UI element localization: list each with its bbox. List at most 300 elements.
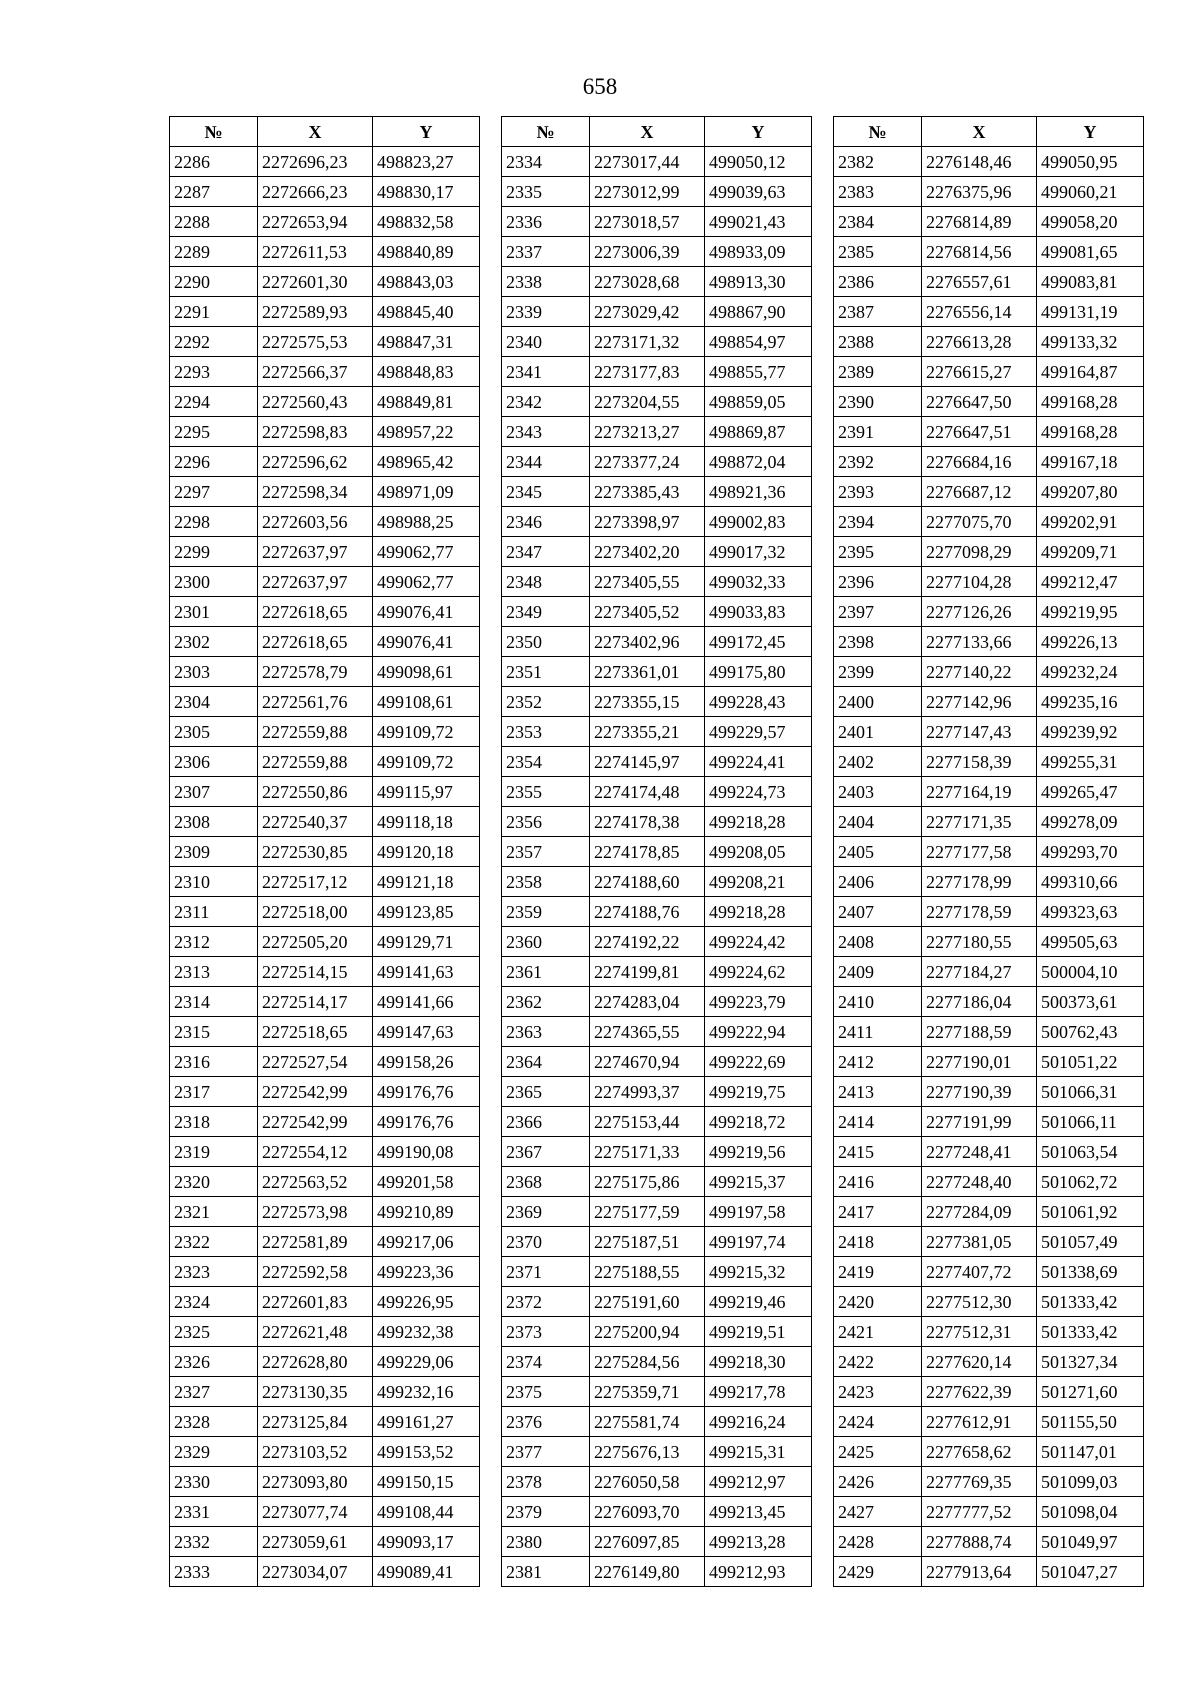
- table-row: [170, 957, 480, 987]
- y-coordinate-cell: 499081,65: [1037, 237, 1144, 267]
- table-row: [834, 1557, 1144, 1587]
- table-row: [170, 927, 480, 957]
- table-row: [834, 927, 1144, 957]
- x-coordinate-cell: 2272527,54: [258, 1047, 373, 1077]
- y-coordinate-cell: 500373,61: [1037, 987, 1144, 1017]
- x-coordinate-cell: 2276148,46: [922, 147, 1037, 177]
- table-row: [502, 1017, 812, 1047]
- point-number-cell: 2317: [170, 1077, 258, 1107]
- point-number-cell: 2422: [834, 1347, 922, 1377]
- table-row: [502, 777, 812, 807]
- point-number-cell: 2426: [834, 1467, 922, 1497]
- y-coordinate-cell: 499219,95: [1037, 597, 1144, 627]
- y-coordinate-cell: 501327,34: [1037, 1347, 1144, 1377]
- point-number-cell: 2383: [834, 177, 922, 207]
- point-number-cell: 2307: [170, 777, 258, 807]
- x-coordinate-cell: 2276684,16: [922, 447, 1037, 477]
- point-number-cell: 2337: [502, 237, 590, 267]
- table-row: [170, 267, 480, 297]
- x-coordinate-cell: 2272611,53: [258, 237, 373, 267]
- table-row: [502, 327, 812, 357]
- table-row: [170, 597, 480, 627]
- x-coordinate-cell: 2277126,26: [922, 597, 1037, 627]
- point-number-cell: 2373: [502, 1317, 590, 1347]
- y-coordinate-cell: 499058,20: [1037, 207, 1144, 237]
- y-coordinate-cell: 499213,28: [705, 1527, 812, 1557]
- y-coordinate-cell: 499265,47: [1037, 777, 1144, 807]
- point-number-cell: 2362: [502, 987, 590, 1017]
- table-row: [834, 327, 1144, 357]
- y-coordinate-cell: 499076,41: [373, 627, 480, 657]
- y-coordinate-cell: 499218,30: [705, 1347, 812, 1377]
- table-row: [834, 897, 1144, 927]
- y-coordinate-cell: 500004,10: [1037, 957, 1144, 987]
- x-coordinate-cell: 2275284,56: [590, 1347, 705, 1377]
- y-coordinate-cell: 499219,46: [705, 1287, 812, 1317]
- x-coordinate-cell: 2274188,60: [590, 867, 705, 897]
- x-coordinate-cell: 2272621,48: [258, 1317, 373, 1347]
- table-row: [834, 1317, 1144, 1347]
- table-row: [170, 417, 480, 447]
- y-coordinate-cell: 499158,26: [373, 1047, 480, 1077]
- y-coordinate-cell: 499209,71: [1037, 537, 1144, 567]
- table-row: [502, 717, 812, 747]
- table-row: [834, 657, 1144, 687]
- page-number: 658: [582, 74, 618, 99]
- y-coordinate-cell: 499219,51: [705, 1317, 812, 1347]
- x-coordinate-cell: 2277913,64: [922, 1557, 1037, 1587]
- x-coordinate-cell: 2273130,35: [258, 1377, 373, 1407]
- point-number-cell: 2403: [834, 777, 922, 807]
- y-coordinate-cell: 499224,73: [705, 777, 812, 807]
- table-row: [502, 387, 812, 417]
- point-number-cell: 2322: [170, 1227, 258, 1257]
- x-coordinate-cell: 2277381,05: [922, 1227, 1037, 1257]
- y-coordinate-cell: 499219,75: [705, 1077, 812, 1107]
- x-coordinate-cell: 2277658,62: [922, 1437, 1037, 1467]
- table-row: [170, 747, 480, 777]
- y-coordinate-cell: 499212,47: [1037, 567, 1144, 597]
- y-coordinate-cell: 499218,28: [705, 807, 812, 837]
- y-coordinate-cell: 498933,09: [705, 237, 812, 267]
- point-number-cell: 2360: [502, 927, 590, 957]
- coordinates-table-1: [169, 116, 480, 1587]
- table-row: [502, 447, 812, 477]
- y-coordinate-cell: 498854,97: [705, 327, 812, 357]
- x-coordinate-cell: 2273177,83: [590, 357, 705, 387]
- table-row: [170, 1227, 480, 1257]
- x-coordinate-cell: 2273059,61: [258, 1527, 373, 1557]
- point-number-cell: 2318: [170, 1107, 258, 1137]
- point-number-cell: 2352: [502, 687, 590, 717]
- point-number-cell: 2404: [834, 807, 922, 837]
- y-coordinate-cell: 499215,31: [705, 1437, 812, 1467]
- point-number-cell: 2347: [502, 537, 590, 567]
- table-row: [834, 447, 1144, 477]
- table-row: [502, 477, 812, 507]
- x-coordinate-cell: 2273377,24: [590, 447, 705, 477]
- table-row: [502, 507, 812, 537]
- table-row: [170, 447, 480, 477]
- x-coordinate-cell: 2274670,94: [590, 1047, 705, 1077]
- x-coordinate-cell: 2277186,04: [922, 987, 1037, 1017]
- table-row: [502, 1167, 812, 1197]
- table-body: [502, 147, 812, 1587]
- point-number-cell: 2300: [170, 567, 258, 597]
- table-row: [170, 837, 480, 867]
- y-coordinate-cell: 499172,45: [705, 627, 812, 657]
- table-row: [502, 177, 812, 207]
- y-coordinate-cell: 501047,27: [1037, 1557, 1144, 1587]
- y-coordinate-cell: 499121,18: [373, 867, 480, 897]
- point-number-cell: 2384: [834, 207, 922, 237]
- y-coordinate-cell: 499212,93: [705, 1557, 812, 1587]
- point-number-cell: 2388: [834, 327, 922, 357]
- point-number-cell: 2415: [834, 1137, 922, 1167]
- x-coordinate-cell: 2275581,74: [590, 1407, 705, 1437]
- point-number-cell: 2359: [502, 897, 590, 927]
- x-coordinate-cell: 2272578,79: [258, 657, 373, 687]
- table-row: [834, 747, 1144, 777]
- table-row: [502, 237, 812, 267]
- point-number-cell: 2336: [502, 207, 590, 237]
- y-coordinate-cell: 499208,05: [705, 837, 812, 867]
- table-row: [834, 1167, 1144, 1197]
- point-number-cell: 2296: [170, 447, 258, 477]
- x-coordinate-cell: 2276050,58: [590, 1467, 705, 1497]
- point-number-cell: 2297: [170, 477, 258, 507]
- point-number-cell: 2380: [502, 1527, 590, 1557]
- x-coordinate-cell: 2276093,70: [590, 1497, 705, 1527]
- point-number-cell: 2320: [170, 1167, 258, 1197]
- y-coordinate-cell: 498921,36: [705, 477, 812, 507]
- x-coordinate-cell: 2272554,12: [258, 1137, 373, 1167]
- table-row: [170, 237, 480, 267]
- x-coordinate-cell: 2272573,98: [258, 1197, 373, 1227]
- x-coordinate-cell: 2277184,27: [922, 957, 1037, 987]
- point-number-cell: 2313: [170, 957, 258, 987]
- header-y: Y: [373, 117, 480, 147]
- point-number-cell: 2366: [502, 1107, 590, 1137]
- table-row: [502, 807, 812, 837]
- y-coordinate-cell: 498988,25: [373, 507, 480, 537]
- x-coordinate-cell: 2272563,52: [258, 1167, 373, 1197]
- point-number-cell: 2303: [170, 657, 258, 687]
- table-row: [502, 867, 812, 897]
- table-row: [170, 1107, 480, 1137]
- point-number-cell: 2408: [834, 927, 922, 957]
- table-row: [170, 1467, 480, 1497]
- table-row: [834, 777, 1144, 807]
- point-number-cell: 2295: [170, 417, 258, 447]
- table-row: [502, 837, 812, 867]
- point-number-cell: 2332: [170, 1527, 258, 1557]
- y-coordinate-cell: 499197,74: [705, 1227, 812, 1257]
- table-row: [834, 1377, 1144, 1407]
- x-coordinate-cell: 2277777,52: [922, 1497, 1037, 1527]
- y-coordinate-cell: 499153,52: [373, 1437, 480, 1467]
- x-coordinate-cell: 2276647,50: [922, 387, 1037, 417]
- y-coordinate-cell: 498830,17: [373, 177, 480, 207]
- point-number-cell: 2351: [502, 657, 590, 687]
- point-number-cell: 2427: [834, 1497, 922, 1527]
- y-coordinate-cell: 501333,42: [1037, 1317, 1144, 1347]
- x-coordinate-cell: 2277612,91: [922, 1407, 1037, 1437]
- y-coordinate-cell: 499218,28: [705, 897, 812, 927]
- x-coordinate-cell: 2273017,44: [590, 147, 705, 177]
- point-number-cell: 2302: [170, 627, 258, 657]
- x-coordinate-cell: 2277888,74: [922, 1527, 1037, 1557]
- point-number-cell: 2325: [170, 1317, 258, 1347]
- x-coordinate-cell: 2275187,51: [590, 1227, 705, 1257]
- point-number-cell: 2393: [834, 477, 922, 507]
- x-coordinate-cell: 2277769,35: [922, 1467, 1037, 1497]
- table-row: [834, 267, 1144, 297]
- y-coordinate-cell: 499222,69: [705, 1047, 812, 1077]
- table-row: [834, 1047, 1144, 1077]
- x-coordinate-cell: 2272637,97: [258, 567, 373, 597]
- table-row: [502, 747, 812, 777]
- table-row: [834, 1347, 1144, 1377]
- y-coordinate-cell: 499176,76: [373, 1077, 480, 1107]
- y-coordinate-cell: 501098,04: [1037, 1497, 1144, 1527]
- table-row: [170, 627, 480, 657]
- y-coordinate-cell: 498832,58: [373, 207, 480, 237]
- y-coordinate-cell: 499017,32: [705, 537, 812, 567]
- table-row: [834, 597, 1144, 627]
- y-coordinate-cell: 499168,28: [1037, 387, 1144, 417]
- table-row: [170, 1047, 480, 1077]
- table-row: [170, 297, 480, 327]
- y-coordinate-cell: 498848,83: [373, 357, 480, 387]
- y-coordinate-cell: 499147,63: [373, 1017, 480, 1047]
- x-coordinate-cell: 2277142,96: [922, 687, 1037, 717]
- point-number-cell: 2334: [502, 147, 590, 177]
- point-number-cell: 2416: [834, 1167, 922, 1197]
- y-coordinate-cell: 499323,63: [1037, 897, 1144, 927]
- point-number-cell: 2378: [502, 1467, 590, 1497]
- y-coordinate-cell: 499228,43: [705, 687, 812, 717]
- point-number-cell: 2395: [834, 537, 922, 567]
- x-coordinate-cell: 2277104,28: [922, 567, 1037, 597]
- y-coordinate-cell: 499002,83: [705, 507, 812, 537]
- x-coordinate-cell: 2273355,21: [590, 717, 705, 747]
- x-coordinate-cell: 2274365,55: [590, 1017, 705, 1047]
- point-number-cell: 2314: [170, 987, 258, 1017]
- x-coordinate-cell: 2277191,99: [922, 1107, 1037, 1137]
- x-coordinate-cell: 2272559,88: [258, 747, 373, 777]
- x-coordinate-cell: 2277177,58: [922, 837, 1037, 867]
- point-number-cell: 2401: [834, 717, 922, 747]
- table-row: [834, 237, 1144, 267]
- table-row: [834, 417, 1144, 447]
- table-row: [502, 1257, 812, 1287]
- point-number-cell: 2319: [170, 1137, 258, 1167]
- x-coordinate-cell: 2273012,99: [590, 177, 705, 207]
- point-number-cell: 2294: [170, 387, 258, 417]
- table-row: [170, 507, 480, 537]
- table-row: [502, 147, 812, 177]
- x-coordinate-cell: 2273093,80: [258, 1467, 373, 1497]
- y-coordinate-cell: 499235,16: [1037, 687, 1144, 717]
- table-row: [834, 987, 1144, 1017]
- table-row: [170, 477, 480, 507]
- y-coordinate-cell: 499076,41: [373, 597, 480, 627]
- table-row: [502, 657, 812, 687]
- y-coordinate-cell: 499141,66: [373, 987, 480, 1017]
- x-coordinate-cell: 2272560,43: [258, 387, 373, 417]
- x-coordinate-cell: 2273125,84: [258, 1407, 373, 1437]
- x-coordinate-cell: 2276557,61: [922, 267, 1037, 297]
- point-number-cell: 2392: [834, 447, 922, 477]
- y-coordinate-cell: 499239,92: [1037, 717, 1144, 747]
- y-coordinate-cell: 501066,11: [1037, 1107, 1144, 1137]
- x-coordinate-cell: 2272514,17: [258, 987, 373, 1017]
- y-coordinate-cell: 498840,89: [373, 237, 480, 267]
- point-number-cell: 2305: [170, 717, 258, 747]
- point-number-cell: 2312: [170, 927, 258, 957]
- y-coordinate-cell: 499039,63: [705, 177, 812, 207]
- table-row: [502, 1227, 812, 1257]
- table-row: [170, 807, 480, 837]
- table-row: [502, 357, 812, 387]
- y-coordinate-cell: 498859,05: [705, 387, 812, 417]
- y-coordinate-cell: 499032,33: [705, 567, 812, 597]
- point-number-cell: 2398: [834, 627, 922, 657]
- y-coordinate-cell: 499123,85: [373, 897, 480, 927]
- y-coordinate-cell: 498872,04: [705, 447, 812, 477]
- y-coordinate-cell: 501066,31: [1037, 1077, 1144, 1107]
- y-coordinate-cell: 501147,01: [1037, 1437, 1144, 1467]
- x-coordinate-cell: 2273034,07: [258, 1557, 373, 1587]
- table-row: [170, 1287, 480, 1317]
- table-row: [834, 1497, 1144, 1527]
- point-number-cell: 2355: [502, 777, 590, 807]
- table-row: [502, 1377, 812, 1407]
- point-number-cell: 2316: [170, 1047, 258, 1077]
- y-coordinate-cell: 499093,17: [373, 1527, 480, 1557]
- table-row: [834, 507, 1144, 537]
- table-row: [834, 567, 1144, 597]
- point-number-cell: 2410: [834, 987, 922, 1017]
- x-coordinate-cell: 2273077,74: [258, 1497, 373, 1527]
- point-number-cell: 2385: [834, 237, 922, 267]
- point-number-cell: 2291: [170, 297, 258, 327]
- point-number-cell: 2299: [170, 537, 258, 567]
- table-row: [502, 297, 812, 327]
- table-row: [502, 897, 812, 927]
- x-coordinate-cell: 2273029,42: [590, 297, 705, 327]
- y-coordinate-cell: 499167,18: [1037, 447, 1144, 477]
- x-coordinate-cell: 2272575,53: [258, 327, 373, 357]
- x-coordinate-cell: 2273402,96: [590, 627, 705, 657]
- x-coordinate-cell: 2277178,59: [922, 897, 1037, 927]
- y-coordinate-cell: 499213,45: [705, 1497, 812, 1527]
- table-row: [834, 207, 1144, 237]
- point-number-cell: 2425: [834, 1437, 922, 1467]
- y-coordinate-cell: 501063,54: [1037, 1137, 1144, 1167]
- point-number-cell: 2371: [502, 1257, 590, 1287]
- table-row: [834, 357, 1144, 387]
- point-number-cell: 2343: [502, 417, 590, 447]
- point-number-cell: 2367: [502, 1137, 590, 1167]
- point-number-cell: 2389: [834, 357, 922, 387]
- table-row: [502, 1287, 812, 1317]
- y-coordinate-cell: 499197,58: [705, 1197, 812, 1227]
- x-coordinate-cell: 2272653,94: [258, 207, 373, 237]
- y-coordinate-cell: 499224,62: [705, 957, 812, 987]
- point-number-cell: 2363: [502, 1017, 590, 1047]
- table-row: [834, 1107, 1144, 1137]
- header-row: [834, 117, 1144, 147]
- point-number-cell: 2399: [834, 657, 922, 687]
- table-row: [502, 957, 812, 987]
- point-number-cell: 2414: [834, 1107, 922, 1137]
- y-coordinate-cell: 499175,80: [705, 657, 812, 687]
- table-row: [834, 537, 1144, 567]
- table-row: [834, 1407, 1144, 1437]
- point-number-cell: 2357: [502, 837, 590, 867]
- x-coordinate-cell: 2272514,15: [258, 957, 373, 987]
- point-number-cell: 2411: [834, 1017, 922, 1047]
- point-number-cell: 2391: [834, 417, 922, 447]
- table-row: [834, 1527, 1144, 1557]
- point-number-cell: 2409: [834, 957, 922, 987]
- x-coordinate-cell: 2276687,12: [922, 477, 1037, 507]
- x-coordinate-cell: 2276613,28: [922, 327, 1037, 357]
- table-row: [170, 567, 480, 597]
- table-row: [502, 987, 812, 1017]
- x-coordinate-cell: 2272628,80: [258, 1347, 373, 1377]
- y-coordinate-cell: 499202,91: [1037, 507, 1144, 537]
- point-number-cell: 2429: [834, 1557, 922, 1587]
- table-row: [170, 867, 480, 897]
- y-coordinate-cell: 499224,41: [705, 747, 812, 777]
- point-number-cell: 2400: [834, 687, 922, 717]
- table-row: [834, 867, 1144, 897]
- x-coordinate-cell: 2272540,37: [258, 807, 373, 837]
- y-coordinate-cell: 501099,03: [1037, 1467, 1144, 1497]
- table-row: [170, 1257, 480, 1287]
- point-number-cell: 2402: [834, 747, 922, 777]
- table-row: [502, 927, 812, 957]
- x-coordinate-cell: 2274178,85: [590, 837, 705, 867]
- point-number-cell: 2298: [170, 507, 258, 537]
- point-number-cell: 2306: [170, 747, 258, 777]
- point-number-cell: 2370: [502, 1227, 590, 1257]
- y-coordinate-cell: 499232,24: [1037, 657, 1144, 687]
- point-number-cell: 2353: [502, 717, 590, 747]
- y-coordinate-cell: 499190,08: [373, 1137, 480, 1167]
- x-coordinate-cell: 2277622,39: [922, 1377, 1037, 1407]
- table-row: [170, 1377, 480, 1407]
- x-coordinate-cell: 2275177,59: [590, 1197, 705, 1227]
- table-row: [834, 1077, 1144, 1107]
- point-number-cell: 2394: [834, 507, 922, 537]
- x-coordinate-cell: 2277188,59: [922, 1017, 1037, 1047]
- header-row: [170, 117, 480, 147]
- point-number-cell: 2288: [170, 207, 258, 237]
- y-coordinate-cell: 499310,66: [1037, 867, 1144, 897]
- table-row: [170, 1407, 480, 1437]
- point-number-cell: 2374: [502, 1347, 590, 1377]
- y-coordinate-cell: 498869,87: [705, 417, 812, 447]
- point-number-cell: 2379: [502, 1497, 590, 1527]
- point-number-cell: 2311: [170, 897, 258, 927]
- x-coordinate-cell: 2273204,55: [590, 387, 705, 417]
- table-row: [502, 687, 812, 717]
- table-row: [170, 1497, 480, 1527]
